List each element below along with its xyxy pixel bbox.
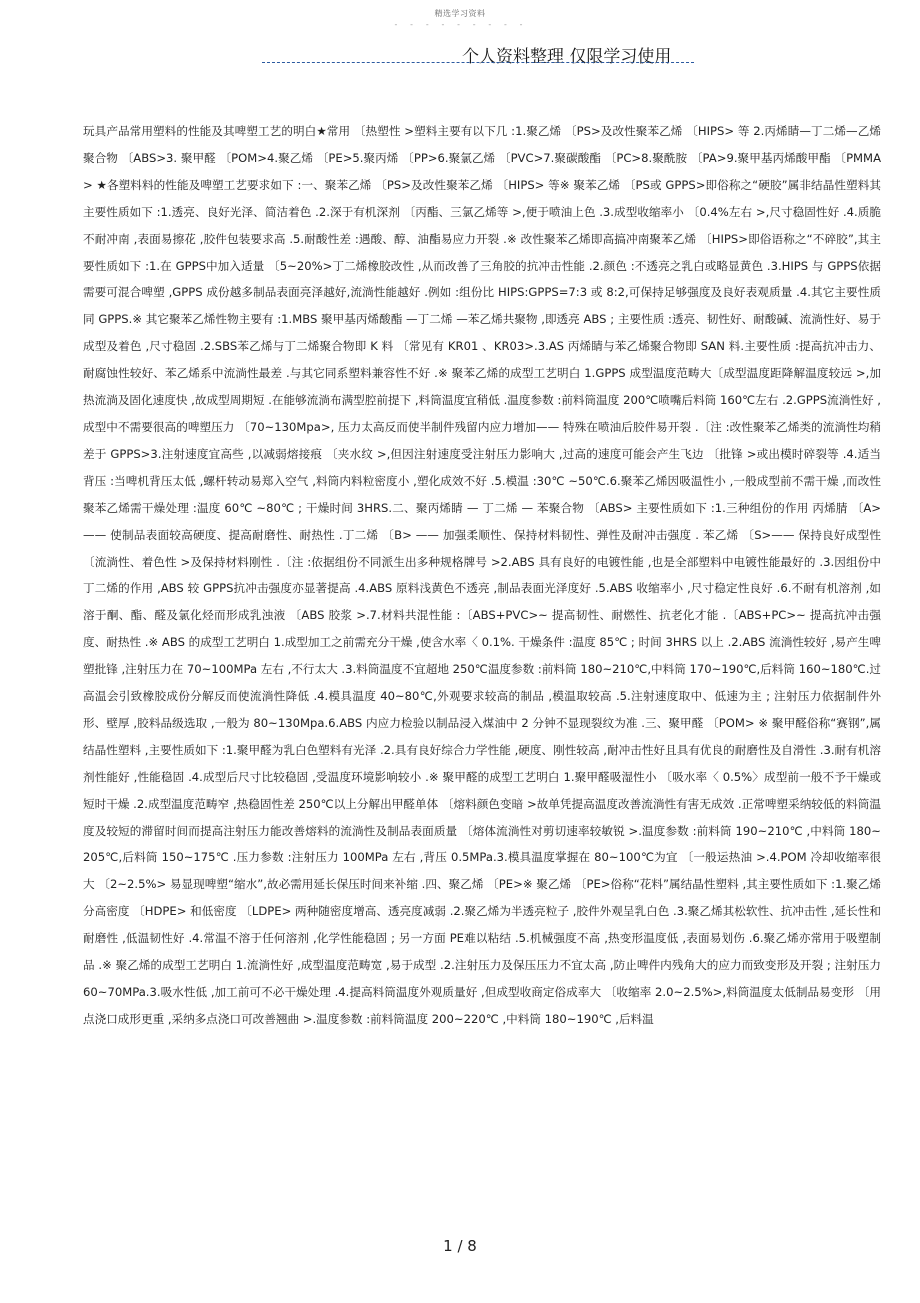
- document-body: [83, 118, 881, 1033]
- header-divider: [262, 62, 694, 63]
- watermark-label: 精选学习资料: [434, 9, 486, 18]
- page-header-title: 个人资料整理 仅限学习使用: [462, 47, 672, 67]
- watermark-dashes: - - - - - - - - -: [393, 20, 527, 29]
- page-number: 1 / 8: [443, 1237, 477, 1255]
- body-paragraph: 玩具产品常用塑料的性能及其啤塑工艺的明白★常用 〔热塑性 >塑料主要有以下几 :1.聚乙烯 〔PS>及改性聚苯乙烯 〔HIPS> 等 2.丙烯睛—丁二烯—乙烯聚合物 〔ABS>3. 聚甲醛 〔POM>4.聚乙烯 〔PE>5.聚丙烯 〔PP>6.聚氯乙烯 〔PVC>7.聚碳酸酯 〔PC>8.聚酰胺 〔PA>9.聚甲基丙烯酸甲酯 〔PMMA> ★各塑料料的性能及啤塑工艺要求如下 :一、聚苯乙烯 〔PS>及改性聚苯乙烯 〔HIPS> 等※ 聚苯乙烯 〔PS或 GPPS>即俗称之“硬胶”属非结晶性塑料其主要性质如下 :1.透亮、良好光泽、简洁着色 .2.深于有机深剂 〔丙酯、三氯乙烯等 >,便于喷油上色 .3.成型收缩率小 〔0.4%左右 >,尺寸稳固性好 .4.质脆不耐冲南 ,表面易擦花 ,胶件包装要求高 .5.耐酸性差 :遇酸、醇、油酯易应力开裂 .※ 改性聚苯乙烯即高搞冲南聚苯乙烯 〔HIPS>即俗语称之“不碎胶”,其主要性质如下 :1.在 GPPS中加入适量 〔5~20%>丁二烯橡胶改性 ,从而改善了三角胶的抗冲击性能 .2.颜色 :不透亮之乳白或略显黄色 .3.HIPS 与 GPPS依据需要可混合啤塑 ,GPPS 成份越多制品表面亮泽越好,流淌性能越好 .例如 :组份比 HIPS:GPPS=7:3 或 8:2,可保持足够强度及良好表观质量 .4.其它主要性质同 GPPS.※ 其它聚苯乙烯性物主要有 :1.MBS 聚甲基丙烯酸酯 —丁二烯 —苯乙烯共聚物 ,即透亮 ABS ; 主要性质 :透亮、韧性好、耐酸碱、流淌性好、易于成型及着色 ,尺寸稳固 .2.SBS苯乙烯与丁二烯聚合物即 K 料 〔常见有 KR01 、KR03>.3.AS 丙烯睛与苯乙烯聚合物即 SAN 料.主要性质 :提高抗冲击力、耐腐蚀性较好、苯乙烯系中流淌性最差 .与其它同系塑料兼容性不好 .※ 聚苯乙烯的成型工艺明白 1.GPPS 成型温度范畴大〔成型温度距降解温度较远 >,加热流淌及固化速度快 ,故成型周期短 .在能够流淌布满型腔前提下 ,料筒温度宜稍低 .温度参数 :前料筒温度 200℃喷嘴后料筒 160℃左右 .2.GPPS流淌性好 ,成型中不需要很高的啤塑压力 〔70~130Mpa>, 压力太高反而使半制件残留内应力增加—— 特殊在喷油后胶件易开裂 .〔注 :改性聚苯乙烯类的流淌性均稍差于 GPPS>3.注射速度宜高些 ,以减弱熔接痕 〔夹水纹 >,但因注射速度受注射压力影响大 ,过高的速度可能会产生飞边 〔批锋 >或出模时碎裂等 .4.适当背压 :当啤机背压太低 ,螺杆转动易郑入空气 ,料筒内料粒密度小 ,塑化成效不好 .5.模温 :30℃ ~50℃.6.聚苯乙烯因吸温性小 ,一般成型前不需干燥 ,而改性聚苯乙烯需干燥处理 :温度 60℃ ~80℃ ; 干燥时间 3HRS.二、聚丙烯睛 — 丁二烯 — 苯聚合物 〔ABS> 主要性质如下 :1.三种组份的作用 丙烯腈 〔A> —— 使制品表面较高硬度、提高耐磨性、耐热性 .丁二烯 〔B> —— 加强柔顺性、保持材料韧性、弹性及耐冲击强度 . 苯乙烯 〔S>—— 保持良好成型性 〔流淌性、着色性 >及保持材料刚性 .〔注 :依据组份不同派生出多种规格牌号 >2.ABS 具有良好的电镀性能 ,也是全部塑料中电镀性能最好的 .3.因组份中丁二烯的作用 ,ABS 较 GPPS抗冲击强度亦显著提高 .4.ABS 原料浅黄色不透亮 ,制品表面光泽度好 .5.ABS 收缩率小 ,尺寸稳定性良好 .6.不耐有机溶剂 ,如溶于酮、酯、醛及氯化烃而形成乳浊液 〔ABS 胶浆 >.7.材料共混性能 :〔ABS+PVC>~ 提高韧性、耐燃性、抗老化才能 .〔ABS+PC>~ 提高抗冲击强度、耐热性 .※ ABS 的成型工艺明白 1.成型加工之前需充分干燥 ,使含水率〈 0.1%. 干燥条件 :温度 85℃ ; 时间 3HRS 以上 .2.ABS 流淌性较好 ,易产生啤塑批锋 ,注射压力在 70~100MPa 左右 ,不行太大 .3.料筒温度不宜超地 250℃温度参数 :前料筒 180~210℃,中料筒 170~190℃,后料筒 160~180℃.过高温会引致橡胶成份分解反而使流淌性降低 .4.模具温度 40~80℃,外观要求较高的制品 ,模温取较高 .5.注射速度取中、低速为主 ; 注射压力依据制件外形、壁厚 ,胶料品级选取 ,一般为 80~130Mpa.6.ABS 内应力检验以制品浸入煤油中 2 分钟不显现裂纹为准 .三、聚甲醛 〔POM> ※ 聚甲醛俗称“赛钢”,属结晶性塑料 ,主要性质如下 :1.聚甲醛为乳白色塑料有光泽 .2.具有良好综合力学性能 ,硬度、刚性较高 ,耐冲击性好且具有优良的耐磨性及自滑性 .3.耐有机溶剂性能好 ,性能稳固 .4.成型后尺寸比较稳固 ,受温度环境影响较小 .※ 聚甲醛的成型工艺明白 1.聚甲醛吸湿性小 〔吸水率〈 0.5%〉成型前一般不予干燥或短时干燥 .2.成型温度范畴窄 ,热稳固性差 250℃以上分解出甲醛单体 〔熔料颜色变暗 >故单凭提高温度改善流淌性有害无成效 .正常啤塑采纳较低的料筒温度及较短的滞留时间而提高注射压力能改善熔料的流淌性及制品表面质量 〔熔体流淌性对剪切速率较敏锐 >.温度参数 :前料筒 190~210℃ ,中料筒 180~205℃,后料筒 150~175℃ .压力参数 :注射压力 100MPa 左右 ,背压 0.5MPa.3.模具温度掌握在 80~100℃为宜 〔一般运热油 >.4.POM 冷却收缩率很大 〔2~2.5%> 易显现啤塑“缩水”,故必需用延长保压时间来补缩 .四、聚乙烯 〔PE>※ 聚乙烯 〔PE>俗称“花料”属结晶性塑料 ,其主要性质如下 :1.聚乙烯分高密度 〔HDPE> 和低密度 〔LDPE> 两种随密度增高、透亮度减弱 .2.聚乙烯为半透亮粒子 ,胶件外观呈乳白色 .3.聚乙烯其松软性、抗冲击性 ,延长性和耐磨性 ,低温韧性好 .4.常温不溶于任何溶剂 ,化学性能稳固 ; 另一方面 PE难以粘结 .5.机械强度不高 ,热变形温度低 ,表面易划伤 .6.聚乙烯亦常用于吸塑制品 .※ 聚乙烯的成型工艺明白 1.流淌性好 ,成型温度范畴宽 ,易于成型 .2.注射压力及保压压力不宜太高 ,防止啤件内残角大的应力而致变形及开裂 ; 注射压力 60~70MPa.3.吸水性低 ,加工前可不必干燥处理 .4.提高料筒温度外观质量好 ,但成型收商定俗成率大 〔收缩率 2.0~2.5%>,料筒温度太低制品易变形 〔用点浇口成形更重 ,采纳多点浇口可改善翘曲 >.温度参数 :前料筒温度 200~220℃ ,中料筒 180~190℃ ,后料温: [83, 124, 881, 1026]
